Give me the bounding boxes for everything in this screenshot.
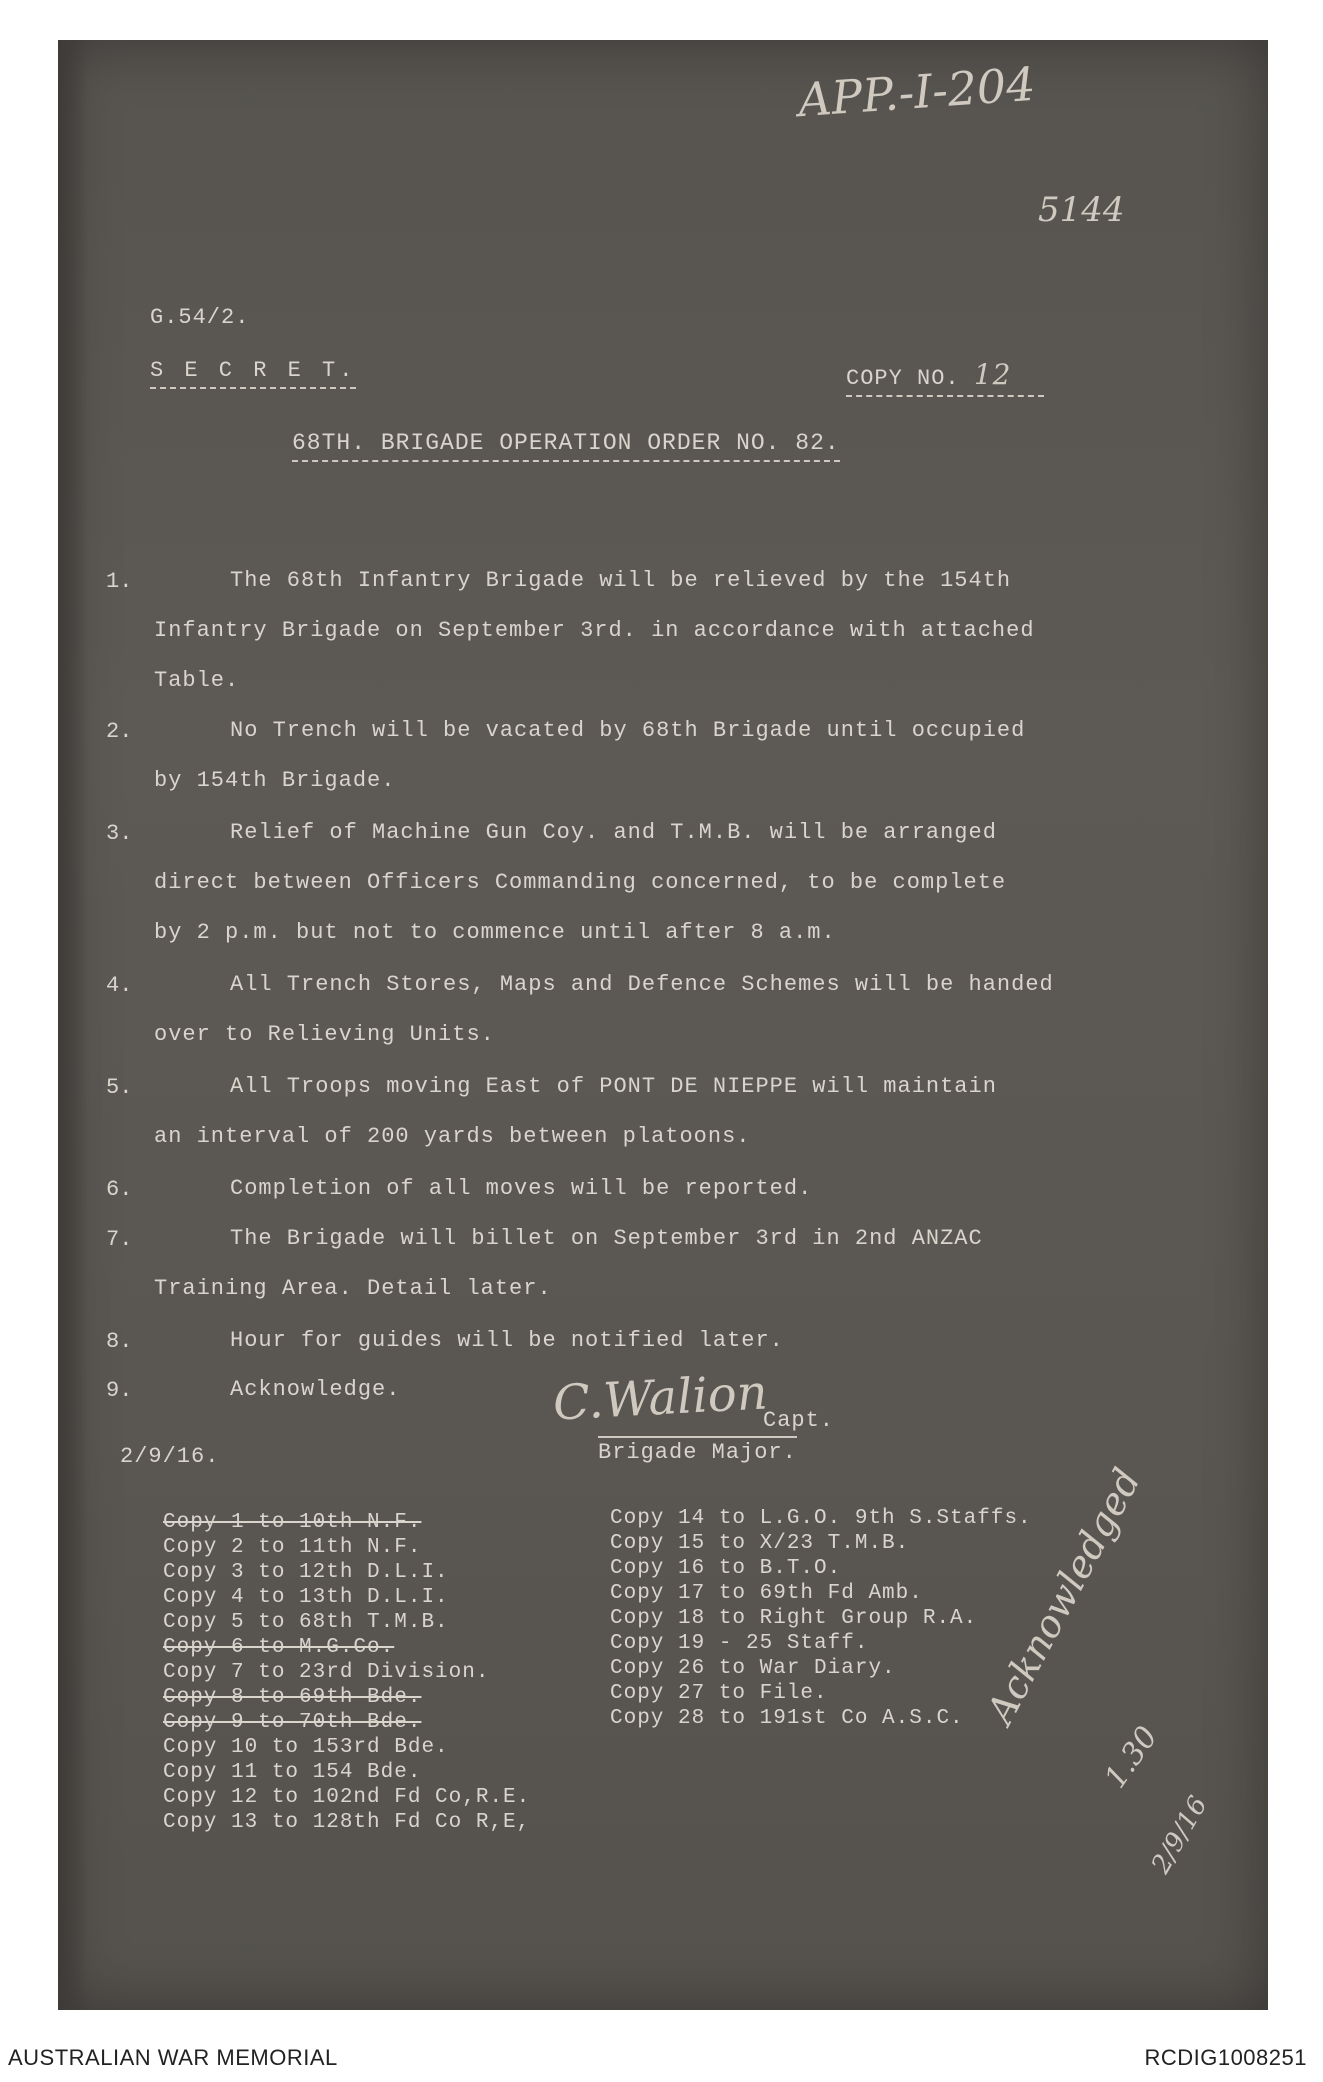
paragraph-line: Training Area. Detail later. <box>154 1276 552 1301</box>
distribution-item: Copy 7 to 23rd Division. <box>163 1661 490 1684</box>
copy-number-value: 12 <box>973 358 1012 391</box>
distribution-item: Copy 18 to Right Group R.A. <box>610 1607 978 1630</box>
distribution-item: Copy 4 to 13th D.L.I. <box>163 1586 449 1609</box>
distribution-item: Copy 17 to 69th Fd Amb. <box>610 1582 923 1605</box>
order-paragraph <box>154 1365 400 1415</box>
paragraph-number: 9. <box>106 1378 133 1403</box>
order-title: 68TH. BRIGADE OPERATION ORDER NO. 82. <box>292 430 840 462</box>
archive-reference-annotation: APP.-I-204 <box>796 56 1038 128</box>
distribution-item: Copy 13 to 128th Fd Co R,E, <box>163 1811 531 1834</box>
document-reference: G.54/2. <box>150 305 250 330</box>
paragraph-line: All Troops moving East of PONT DE NIEPPE will maintain <box>230 1074 997 1099</box>
distribution-item: Copy 16 to B.T.O. <box>610 1557 842 1580</box>
footer-source: AUSTRALIAN WAR MEMORIAL <box>8 2045 338 2070</box>
distribution-item: Copy 5 to 68th T.M.B. <box>163 1611 449 1634</box>
order-paragraph <box>154 706 1025 806</box>
paragraph-line: Infantry Brigade on September 3rd. in accordance with attached <box>154 618 1035 643</box>
paragraph-number: 4. <box>106 973 133 998</box>
paragraph-line: All Trench Stores, Maps and Defence Schemes will be handed <box>230 972 1054 997</box>
acknowledged-time: 1.30 <box>1097 1720 1165 1795</box>
paragraph-line: direct between Officers Commanding concerned, to be complete <box>154 870 1007 895</box>
classification-label: S E C R E T. <box>150 358 356 389</box>
distribution-item: Copy 19 - 25 Staff. <box>610 1632 869 1655</box>
order-date: 2/9/16. <box>120 1444 220 1469</box>
paragraph-line: The 68th Infantry Brigade will be relieved by the 154th <box>230 568 1012 593</box>
copy-number-label: COPY NO. <box>846 366 960 391</box>
paragraph-line: Acknowledge. <box>230 1377 401 1402</box>
signature: C.Walion <box>551 1364 769 1432</box>
distribution-item: Copy 1 to 10th N.F. <box>163 1511 422 1534</box>
paragraph-number: 1. <box>106 569 133 594</box>
distribution-item: Copy 10 to 153rd Bde. <box>163 1736 449 1759</box>
paragraph-line: by 2 p.m. but not to commence until after 8 a.m. <box>154 920 836 945</box>
folio-number-annotation: 5144 <box>1038 190 1125 230</box>
paragraph-number: 6. <box>106 1177 133 1202</box>
distribution-item: Copy 8 to 69th Bde. <box>163 1686 422 1709</box>
paragraph-line: Completion of all moves will be reported. <box>230 1176 813 1201</box>
distribution-item: Copy 26 to War Diary. <box>610 1657 896 1680</box>
paragraph-number: 3. <box>106 821 133 846</box>
paragraph-line: an interval of 200 yards between platoons. <box>154 1124 751 1149</box>
order-paragraph <box>154 1164 812 1214</box>
order-paragraph <box>154 808 1006 958</box>
distribution-item: Copy 9 to 70th Bde. <box>163 1711 422 1734</box>
copy-number-field <box>846 358 1044 397</box>
distribution-item: Copy 6 to M.G.Co. <box>163 1636 395 1659</box>
distribution-item: Copy 11 to 154 Bde. <box>163 1761 422 1784</box>
distribution-item: Copy 28 to 191st Co A.S.C. <box>610 1707 964 1730</box>
distribution-item: Copy 12 to 102nd Fd Co,R.E. <box>163 1786 531 1809</box>
paragraph-line: The Brigade will billet on September 3rd in 2nd ANZAC <box>230 1226 983 1251</box>
paragraph-line: No Trench will be vacated by 68th Brigade until occupied <box>230 718 1026 743</box>
signatory-rank: Capt. <box>763 1408 835 1433</box>
paragraph-line: Hour for guides will be notified later. <box>230 1328 784 1353</box>
order-paragraph <box>154 1062 997 1162</box>
paragraph-line: by 154th Brigade. <box>154 768 396 793</box>
order-paragraph <box>154 1214 983 1314</box>
document-photo <box>58 40 1268 2010</box>
paragraph-line: Relief of Machine Gun Coy. and T.M.B. will be arranged <box>230 820 997 845</box>
signatory-role: Brigade Major. <box>598 1436 797 1465</box>
paragraph-number: 2. <box>106 719 133 744</box>
order-paragraph <box>154 1316 784 1366</box>
distribution-list-right <box>610 1506 1032 1731</box>
order-paragraph <box>154 556 1035 706</box>
paragraph-line: Table. <box>154 668 240 693</box>
footer-record-id: RCDIG1008251 <box>1144 2045 1307 2070</box>
distribution-item: Copy 2 to 11th N.F. <box>163 1536 422 1559</box>
acknowledged-date: 2/9/16 <box>1145 1791 1214 1879</box>
distribution-list-left <box>163 1510 530 1835</box>
distribution-item: Copy 14 to L.G.O. 9th S.Staffs. <box>610 1507 1032 1530</box>
paragraph-number: 7. <box>106 1227 133 1252</box>
paragraph-line: over to Relieving Units. <box>154 1022 495 1047</box>
distribution-item: Copy 27 to File. <box>610 1682 828 1705</box>
order-paragraph <box>154 960 1054 1060</box>
distribution-item: Copy 3 to 12th D.L.I. <box>163 1561 449 1584</box>
paragraph-number: 5. <box>106 1075 133 1100</box>
distribution-item: Copy 15 to X/23 T.M.B. <box>610 1532 910 1555</box>
paragraph-number: 8. <box>106 1329 133 1354</box>
acknowledged-note: Acknowledged <box>978 1461 1150 1731</box>
